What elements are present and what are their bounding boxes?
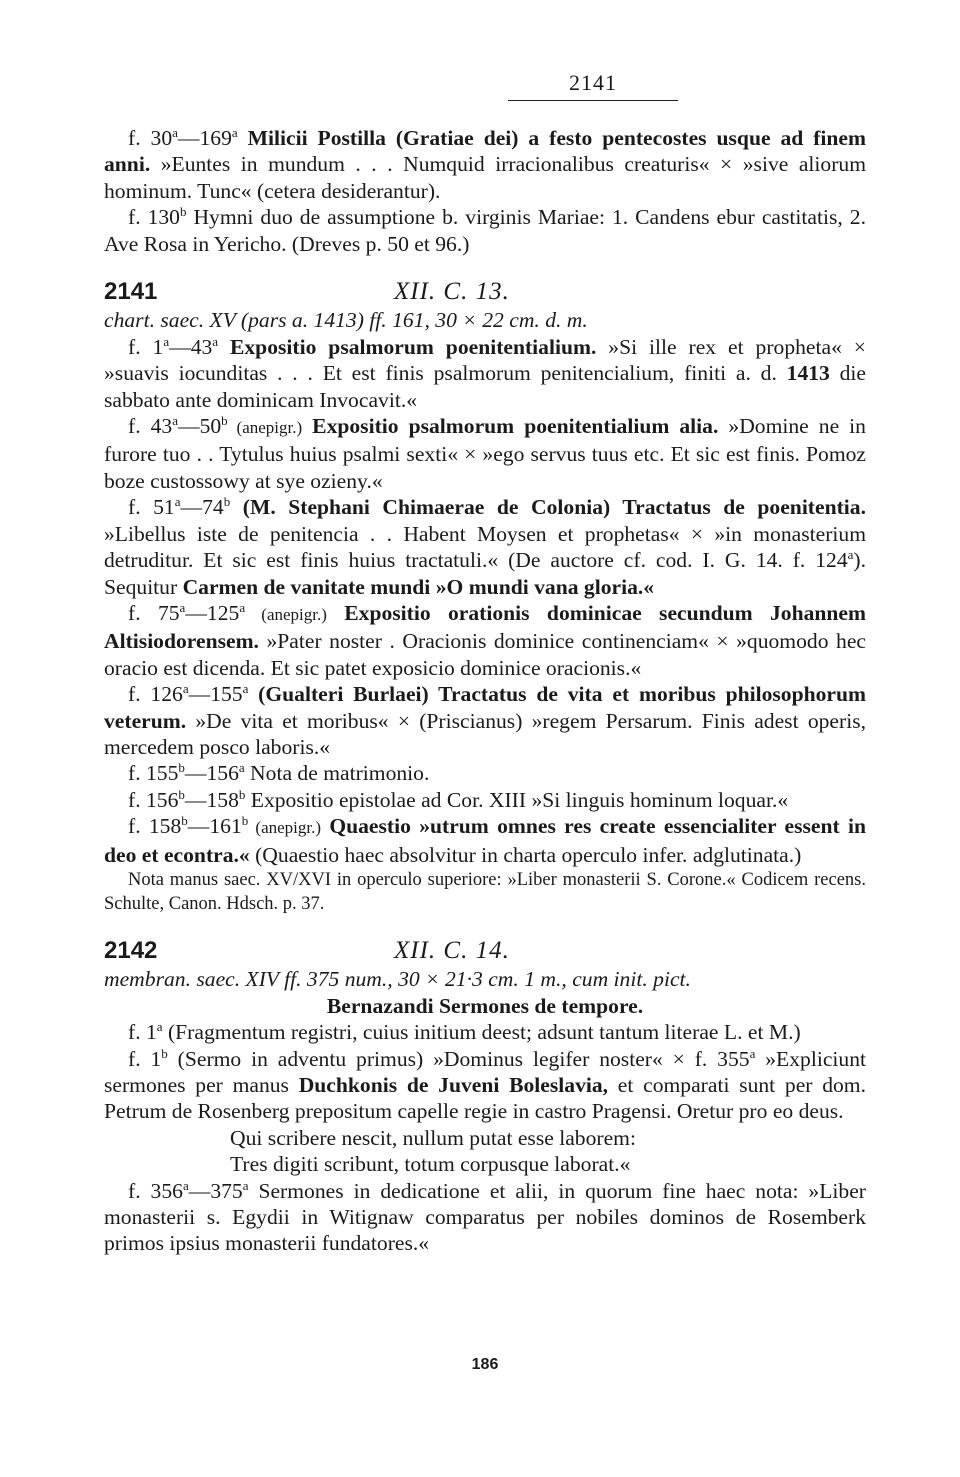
item-paragraph: f. 156$^b$—158$^b$ Expositio epistolae ad Cor. XIII »Si linguis hominum loquar.«: [128, 786, 789, 812]
running-head-number: 2141: [508, 70, 678, 101]
verse-line: Tres digiti scribunt, totum corpusque laborat.«: [230, 1152, 631, 1177]
catalogue-text: [104, 125, 866, 1257]
codex-description: chart. saec. XV (pars a. 1413) ff. 161, 30 × 22 cm. d. m.: [104, 308, 588, 333]
note: Nota manus saec. XV/XVI in operculo superiore: »Liber monasterii S. Corone.« Codicem recens. Schulte, Canon. Hdsch. p. 37.: [104, 869, 866, 914]
item-paragraph: f. 43$^a$—50$^b$ (anepigr.) Expositio psalmorum poenitentialium alia. »Domine ne in furore tuo . . Tytulus huius psalmi sexti« × »ego servus tuus etc. Et sic est finis. Pomoz boze custossowy at sye ozieny.«: [104, 413, 866, 493]
codex-title: Bernazandi Sermones de tempore.: [326, 993, 644, 1018]
item-paragraph: f. 75$^a$—125$^a$ (anepigr.) Expositio orationis dominicae secundum Johannem Altisiodorensem. »Pater noster . Oracionis dominice continenciam« × »quomodo hec oracio est dicenda. Et sic patet exposicio dominice oracionis.«: [104, 599, 866, 680]
entry-number: 2141: [104, 278, 158, 306]
entry-header-2141: [104, 279, 866, 305]
item-paragraph: f. 1$^b$ (Sermo in adventu primus) »Dominus legifer noster« × f. 355$^a$ »Expliciunt sermones per manus Duchkonis de Juveni Boleslavia, et comparati sunt per dom. Petrum de Rosenberg prepositum capelle regie in castro Pragensi. Oretur pro eo deus.: [104, 1045, 867, 1124]
entry-number: 2142: [104, 936, 158, 964]
item-paragraph: f. 158$^b$—161$^b$ (anepigr.) Quaestio »utrum omnes res create essencialiter essent in deo et econtra.« (Quaestio haec absolvitur in charta operculo infer. adglutinata.): [104, 813, 866, 867]
item-paragraph: f. 1$^a$ (Fragmentum registri, cuius initium deest; adsunt tantum literae L. et M.): [128, 1019, 801, 1045]
item-paragraph: f. 30$^a$—169$^a$ Milicii Postilla (Gratiae dei) a festo pentecostes usque ad finem anni. »Euntes in mundum . . . Numquid irracionalibus creaturis« × »sive aliorum hominum. Tunc« (cetera desiderantur).: [104, 125, 866, 203]
shelfmark: XII. C. 13.: [394, 278, 510, 306]
entry-header-2142: [104, 938, 866, 964]
item-paragraph: f. 356$^a$—375$^a$ Sermones in dedicatione et alii, in quorum fine haec nota: »Liber monasterii s. Egydii in Witignaw comparatus per nobiles dominos de Rosemberk primos ipsius monasterii fundatores.«: [104, 1177, 866, 1256]
page-number: 186: [471, 1356, 499, 1373]
item-paragraph: f. 51$^a$—74$^b$ (M. Stephani Chimaerae de Colonia) Tractatus de poenitentia. »Libellus iste de penitencia . . Habent Moysen et prophetas« × »in monasterium detruditur. Et sic est finis huius tractatuli.« (De auctore cf. cod. I. G. 14. f. 124$^a$). Sequitur Carmen de vanitate mundi »O mundi vana gloria.«: [104, 494, 866, 599]
item-paragraph: f. 130$^b$ Hymni duo de assumptione b. virginis Mariae: 1. Candens ebur castitatis, 2. Ave Rosa in Yericho. (Dreves p. 50 et 96.): [104, 204, 866, 256]
item-paragraph: f. 126$^a$—155$^a$ (Gualteri Burlaei) Tractatus de vita et moribus philosophorum veterum. »De vita et moribus« × (Priscianus) »regem Persarum. Finis adest operis, mercedem posco laboris.«: [104, 681, 866, 759]
item-paragraph: f. 155$^b$—156$^a$ Nota de matrimonio.: [128, 760, 430, 786]
shelfmark: XII. C. 14.: [394, 936, 510, 964]
codex-description: membran. saec. XIV ff. 375 num., 30 × 21·3 cm. 1 m., cum init. pict.: [104, 967, 691, 992]
verse-line: Qui scribere nescit, nullum putat esse laborem:: [230, 1125, 636, 1150]
item-paragraph: f. 1$^a$—43$^a$ Expositio psalmorum poenitentialium. »Si ille rex et propheta« × »suavis iocunditas . . . Et est finis psalmorum penitencialium, finiti a. d. 1413 die sabbato ante dominicam Invocavit.«: [104, 333, 867, 412]
running-head: [104, 70, 866, 101]
